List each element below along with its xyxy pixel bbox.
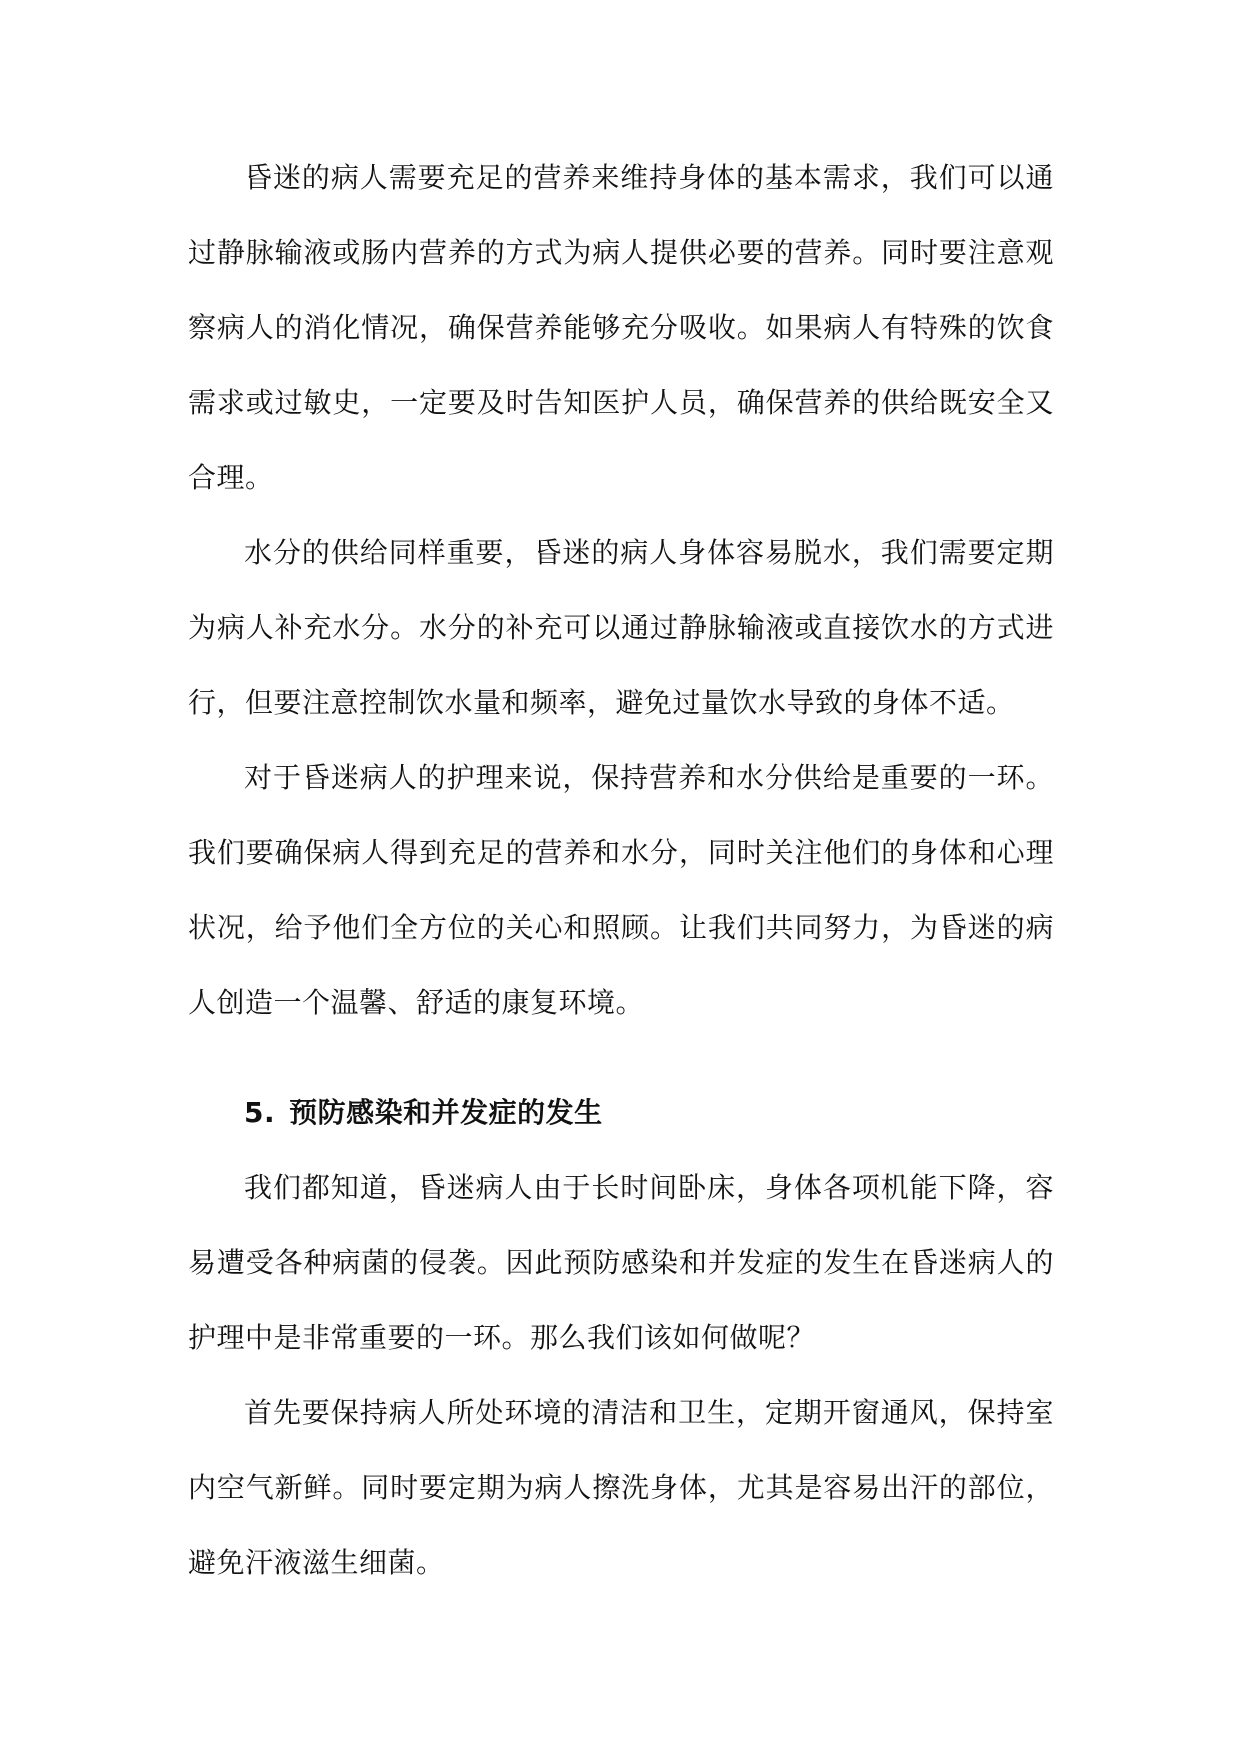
section-heading (188, 1075, 1054, 1150)
paragraph-nutrition: 昏迷的病人需要充足的营养来维持身体的基本需求，我们可以通过静脉输液或肠内营养的方式为病人提供必要的营养。同时要注意观察病人的消化情况，确保营养能够充分吸收。如果病人有特殊的饮食需求或过敏史，一定要及时告知医护人员，确保营养的供给既安全又合理。 (188, 161, 1054, 494)
paragraph-infection-intro: 我们都知道，昏迷病人由于长时间卧床，身体各项机能下降，容易遭受各种病菌的侵袭。因此预防感染和并发症的发生在昏迷病人的护理中是非常重要的一环。那么我们该如何做呢？ (188, 1171, 1054, 1354)
document-body (188, 140, 1054, 1600)
paragraph-hydration: 水分的供给同样重要，昏迷的病人身体容易脱水，我们需要定期为病人补充水分。水分的补充可以通过静脉输液或直接饮水的方式进行，但要注意控制饮水量和频率，避免过量饮水导致的身体不适。 (188, 536, 1054, 719)
paragraph-care-summary: 对于昏迷病人的护理来说，保持营养和水分供给是重要的一环。我们要确保病人得到充足的营养和水分，同时关注他们的身体和心理状况，给予他们全方位的关心和照顾。让我们共同努力，为昏迷的病人创造一个温馨、舒适的康复环境。 (188, 761, 1054, 1019)
paragraph-hygiene: 首先要保持病人所处环境的清洁和卫生，定期开窗通风，保持室内空气新鲜。同时要定期为病人擦洗身体，尤其是容易出汗的部位，避免汗液滋生细菌。 (188, 1396, 1054, 1579)
section-title: 预防感染和并发症的发生 (289, 1096, 603, 1129)
section-number: 5. (244, 1096, 276, 1129)
